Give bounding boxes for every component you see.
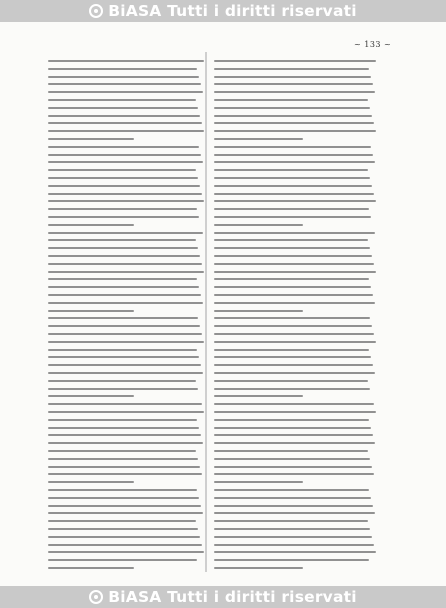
text-line [214, 458, 370, 460]
text-line [48, 325, 200, 327]
text-line [48, 310, 134, 312]
text-line [214, 388, 370, 390]
text-line [48, 481, 134, 483]
text-line [214, 442, 375, 444]
column-gutter [205, 52, 207, 572]
text-line [48, 411, 204, 413]
text-line [214, 169, 368, 171]
text-line [48, 60, 204, 62]
text-line [48, 450, 196, 452]
text-line [48, 154, 201, 156]
text-line [48, 177, 198, 179]
text-line [48, 138, 134, 140]
text-line [214, 349, 369, 351]
text-line [48, 255, 200, 257]
text-line [214, 255, 372, 257]
watermark-banner-bottom [0, 586, 446, 608]
text-line [214, 512, 375, 514]
text-line [48, 83, 201, 85]
text-line [48, 130, 204, 132]
text-line [214, 177, 370, 179]
text-line [48, 263, 202, 265]
text-line [48, 388, 198, 390]
text-line [214, 107, 370, 109]
text-line [48, 115, 200, 117]
text-line [48, 434, 201, 436]
text-line [48, 247, 198, 249]
text-line [214, 419, 369, 421]
text-line [214, 559, 369, 561]
text-line [214, 310, 303, 312]
text-line [214, 411, 376, 413]
text-line [48, 356, 199, 358]
text-line [48, 559, 197, 561]
text-line [48, 107, 198, 109]
text-line [48, 395, 134, 397]
text-line [214, 466, 372, 468]
text-line [48, 442, 203, 444]
text-line [48, 505, 201, 507]
biasa-logo-icon [89, 590, 103, 604]
text-line [48, 224, 134, 226]
text-line [48, 567, 134, 569]
text-line [48, 473, 202, 475]
text-line [48, 232, 203, 234]
text-line [48, 271, 204, 273]
text-line [48, 512, 203, 514]
text-line [214, 115, 372, 117]
text-line [214, 473, 374, 475]
text-line [48, 403, 202, 405]
text-line [214, 528, 370, 530]
text-line [48, 333, 202, 335]
text-line [214, 294, 373, 296]
text-line [48, 76, 199, 78]
text-line [214, 99, 368, 101]
text-line [48, 239, 196, 241]
text-line [214, 60, 376, 62]
text-line [214, 146, 371, 148]
document-page [0, 22, 446, 586]
text-line [48, 193, 202, 195]
text-line [214, 83, 373, 85]
watermark-banner-top [0, 0, 446, 22]
text-line [48, 458, 198, 460]
text-line [214, 567, 303, 569]
text-line [214, 161, 375, 163]
text-line [214, 239, 368, 241]
text-line [48, 489, 197, 491]
text-line [48, 536, 200, 538]
text-line [48, 427, 199, 429]
text-line [214, 130, 376, 132]
text-line [214, 364, 373, 366]
text-line [214, 317, 370, 319]
text-line [48, 364, 201, 366]
text-line [214, 536, 372, 538]
text-line [214, 427, 371, 429]
text-line [48, 208, 197, 210]
text-column-left [48, 60, 204, 580]
text-line [48, 551, 204, 553]
text-line [214, 154, 373, 156]
text-line [214, 395, 303, 397]
text-line [48, 380, 196, 382]
text-line [214, 434, 373, 436]
text-line [214, 224, 303, 226]
text-line [214, 497, 371, 499]
text-line [48, 286, 199, 288]
text-line [48, 278, 197, 280]
text-line [214, 450, 368, 452]
biasa-logo-icon [89, 4, 103, 18]
text-line [214, 232, 375, 234]
text-line [214, 278, 369, 280]
text-line [214, 247, 370, 249]
text-line [214, 403, 374, 405]
text-line [214, 271, 376, 273]
text-line [214, 302, 375, 304]
text-line [214, 481, 303, 483]
text-line [214, 138, 303, 140]
text-line [214, 341, 376, 343]
text-line [48, 99, 196, 101]
text-line [214, 76, 371, 78]
text-line [48, 528, 198, 530]
text-line [48, 200, 204, 202]
text-line [214, 216, 371, 218]
text-line [214, 372, 375, 374]
text-column-right [214, 60, 376, 580]
text-line [48, 544, 202, 546]
text-line [214, 380, 368, 382]
text-line [48, 497, 199, 499]
text-line [214, 544, 374, 546]
text-line [214, 286, 371, 288]
text-line [48, 185, 200, 187]
text-line [48, 520, 196, 522]
text-line [48, 419, 197, 421]
text-line [214, 208, 369, 210]
text-line [214, 505, 373, 507]
text-line [214, 200, 376, 202]
text-line [214, 489, 369, 491]
watermark-text-bottom: BiASA Tutti i diritti riservati [108, 588, 357, 606]
page-number: ~ 133 ~ [354, 40, 392, 49]
text-line [214, 193, 374, 195]
text-line [48, 161, 203, 163]
text-line [48, 122, 202, 124]
text-line [214, 333, 374, 335]
text-line [214, 263, 374, 265]
text-line [48, 372, 203, 374]
text-line [214, 325, 372, 327]
text-line [48, 216, 199, 218]
text-line [214, 520, 368, 522]
text-line [214, 551, 376, 553]
text-line [48, 466, 200, 468]
text-line [48, 169, 196, 171]
text-line [48, 317, 198, 319]
text-line [214, 356, 371, 358]
text-line [48, 349, 197, 351]
text-line [214, 122, 374, 124]
text-line [214, 185, 372, 187]
text-line [48, 294, 201, 296]
text-line [48, 91, 203, 93]
text-line [214, 68, 369, 70]
text-line [214, 91, 375, 93]
text-line [48, 68, 197, 70]
watermark-text-top: BiASA Tutti i diritti riservati [108, 2, 357, 20]
text-line [48, 302, 203, 304]
text-line [48, 341, 204, 343]
text-line [48, 146, 199, 148]
